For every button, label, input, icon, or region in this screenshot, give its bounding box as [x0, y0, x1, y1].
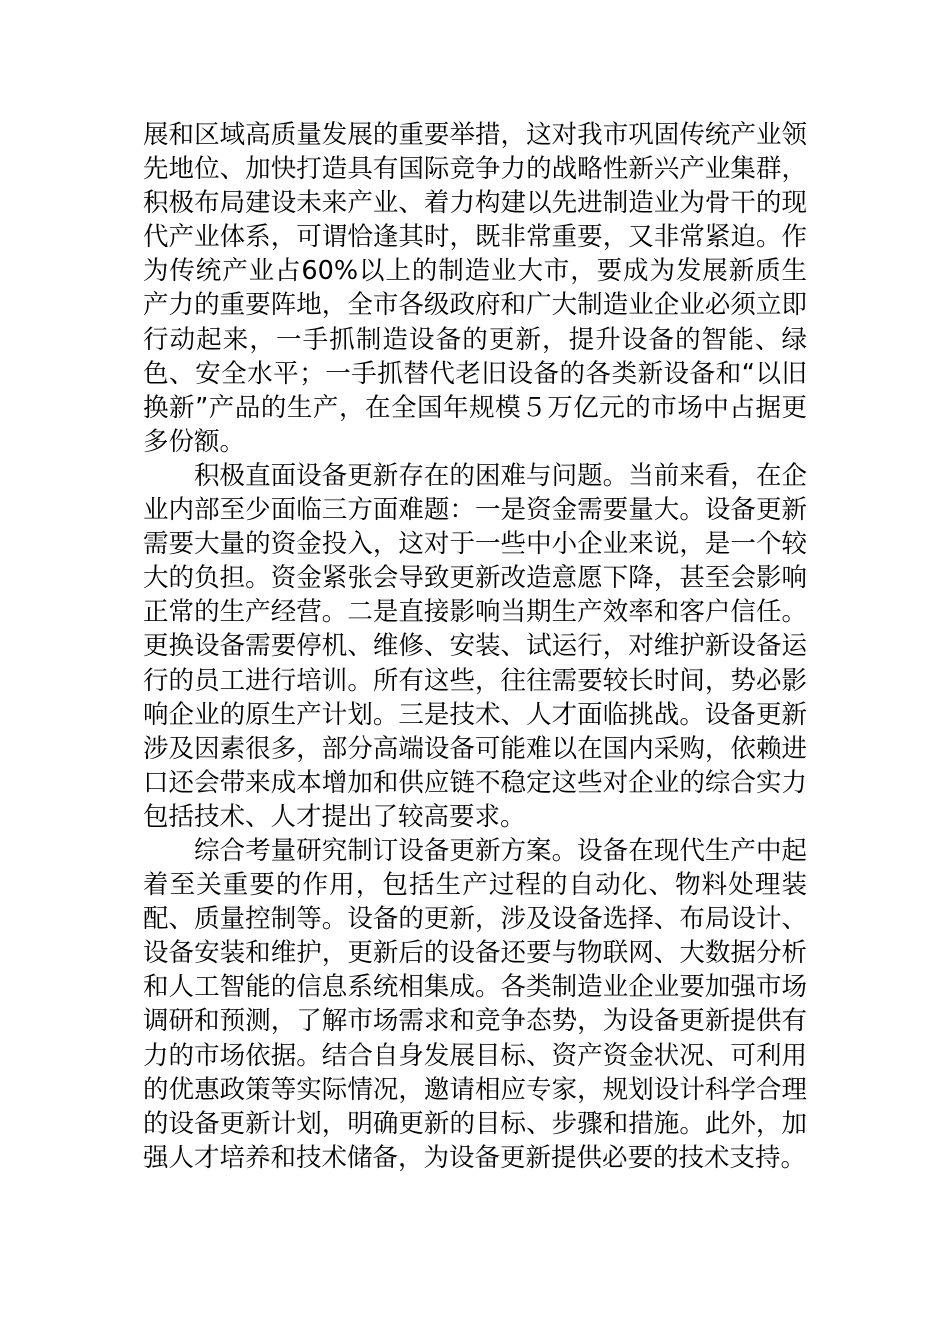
document-page: [143, 118, 807, 1175]
paragraph-1: 展和区域高质量发展的重要举措，这对我市巩固传统产业领先地位、加快打造具有国际竞争力的战略性新兴产业集群，积极布局建设未来产业、着力构建以先进制造业为骨干的现代产业体系，可谓恰逢其时，既非常重要，又非常紧迫。作为传统产业占60%以上的制造业大市，要成为发展新质生产力的重要阵地，全市各级政府和广大制造业企业必须立即行动起来，一手抓制造设备的更新，提升设备的智能、绿色、安全水平；一手抓替代老旧设备的各类新设备和“以旧换新”产品的生产，在全国年规模５万亿元的市场中占据更多份额。: [143, 120, 807, 457]
paragraph-2: 积极直面设备更新存在的困难与问题。当前来看，在企业内部至少面临三方面难题：一是资金需要量大。设备更新需要大量的资金投入，这对于一些中小企业来说，是一个较大的负担。资金紧张会导致更新改造意愿下降，甚至会影响正常的生产经营。二是直接影响当期生产效率和客户信任。更换设备需要停机、维修、安装、试运行，对维护新设备运行的员工进行培训。所有这些，往往需要较长时间，势必影响企业的原生产计划。三是技术、人才面临挑战。设备更新涉及因素很多，部分高端设备可能难以在国内采购，依赖进口还会带来成本增加和供应链不稳定这些对企业的综合实力包括技术、人才提出了较高要求。: [143, 460, 807, 832]
paragraph-3: 综合考量研究制订设备更新方案。设备在现代生产中起着至关重要的作用，包括生产过程的自动化、物料处理装配、质量控制等。设备的更新，涉及设备选择、布局设计、设备安装和维护，更新后的设备还要与物联网、大数据分析和人工智能的信息系统相集成。各类制造业企业要加强市场调研和预测，了解市场需求和竞争态势，为设备更新提供有力的市场依据。结合自身发展目标、资产资金状况、可利用的优惠政策等实际情况，邀请相应专家，规划设计科学合理的设备更新计划，明确更新的目标、步骤和措施。此外，加强人才培养和技术储备，为设备更新提供必要的技术支持。: [143, 835, 807, 1173]
